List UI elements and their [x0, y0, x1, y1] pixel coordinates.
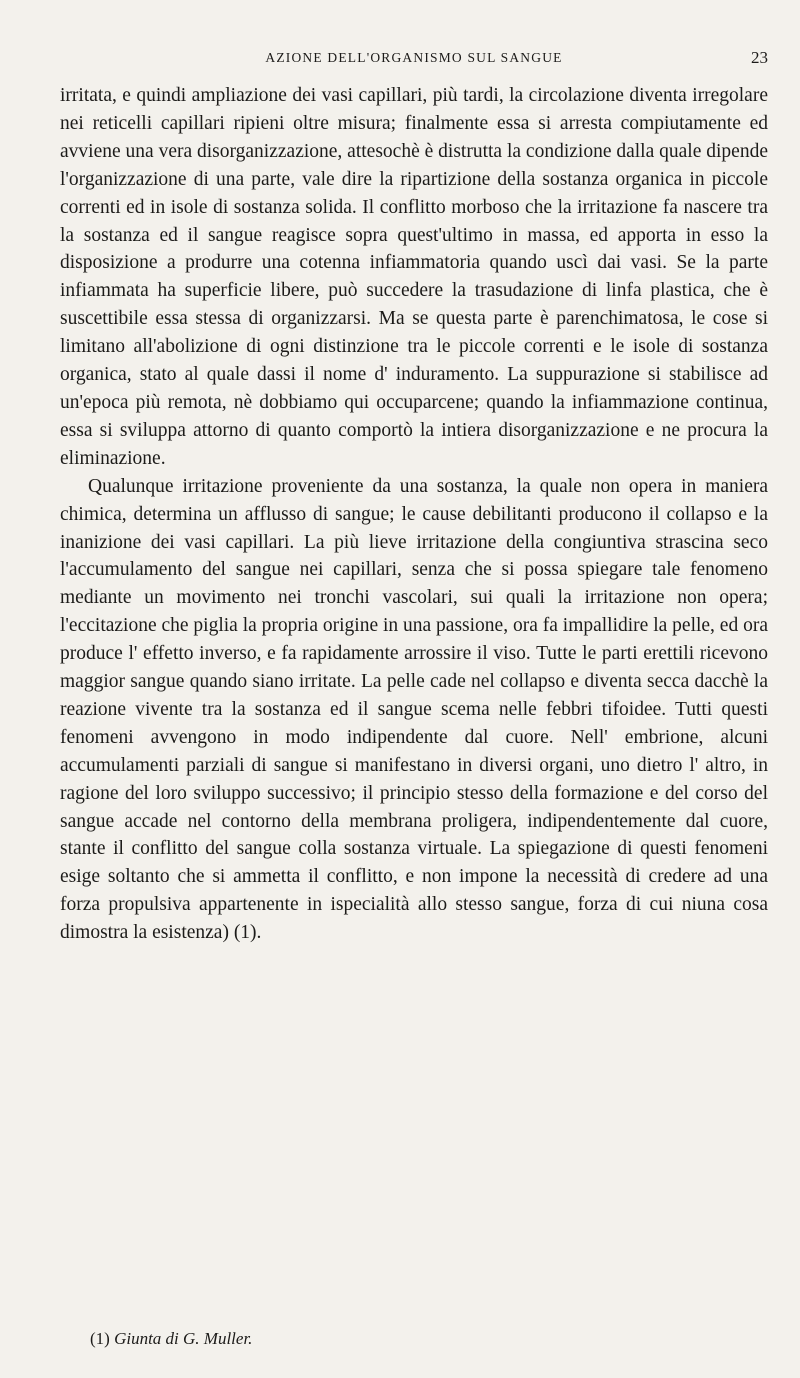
- paragraph-1: irritata, e quindi ampliazione dei vasi capillari, più tardi, la circolazione diventa irregolare nei reticelli capillari ripieni oltre misura; finalmente essa si arresta compiutamente ed avviene una vera disorganizzazione, attesochè è distrutta la condizione dalla quale dipende l'organizzazione di una parte, vale dire la ripartizione della sostanza organica in piccole correnti ed in isole di sostanza solida. Il conflitto morboso che la irritazione fa nascere tra la sostanza ed il sangue reagisce sopra quest'ultimo in massa, ed apporta in esso la disposizione a produrre una cotenna infiammatoria quando uscì dai vasi. Se la parte infiammata ha superficie libere, può succedere la trasudazione di linfa plastica, che è suscettibile essa stessa di organizzarsi. Ma se questa parte è parenchimatosa, le cose si limitano all'abolizione di ogni distinzione tra le piccole correnti e le isole di sostanza organica, stato al quale dassi il nome d' induramento. La suppurazione si stabilisce ad un'epoca più remota, nè dobbiamo qui occuparcene; quando la infiammazione continua, essa si sviluppa attorno di quanto comportò la intiera disorganizzazione e ne procura la eliminazione.: [60, 85, 768, 469]
- page-number: 23: [751, 48, 768, 67]
- footnote-marker: (1): [90, 1329, 110, 1348]
- body-text: [60, 82, 768, 947]
- running-title: AZIONE DELL'ORGANISMO SUL SANGUE: [265, 50, 563, 65]
- footnote: [90, 1329, 252, 1349]
- paragraph-2: Qualunque irritazione proveniente da una sostanza, la quale non opera in maniera chimica, determina un afflusso di sangue; le cause debilitanti producono il collapso e la inanizione dei vasi capillari. La più lieve irritazione della congiuntiva strascina seco l'accumulamento del sangue nei capillari, senza che si possa spiegare tale fenomeno mediante un movimento nei tronchi vascolari, sui quali la irritazione non opera; l'eccitazione che piglia la propria origine in una passione, ora fa impallidire la pelle, ed ora produce l' effetto inverso, e fa rapidamente arrossire il viso. Tutte le parti erettili ricevono maggior sangue quando siano irritate. La pelle cade nel collapso e diventa secca dacchè la reazione vivente tra la sostanza ed il sangue scema nelle febbri tifoidee. Tutti questi fenomeni avvengono in modo indipendente dal cuore. Nell' embrione, alcuni accumulamenti parziali di sangue si manifestano in diversi organi, uno dietro l' altro, in ragione del loro sviluppo successivo; il principio stesso della formazione e del corso del sangue accade nel contorno della membrana proligera, indipendentemente dal cuore, stante il conflitto del sangue colla sostanza virtuale. La spiegazione di questi fenomeni esige soltanto che si ammetta il conflitto, e non impone la necessità di credere ad una forza propulsiva appartenente in ispecialità allo stesso sangue, forza di cui niuna cosa dimostra la esistenza) (1).: [60, 475, 768, 944]
- running-head: [60, 50, 768, 74]
- footnote-text: Giunta di G. Muller.: [114, 1329, 253, 1348]
